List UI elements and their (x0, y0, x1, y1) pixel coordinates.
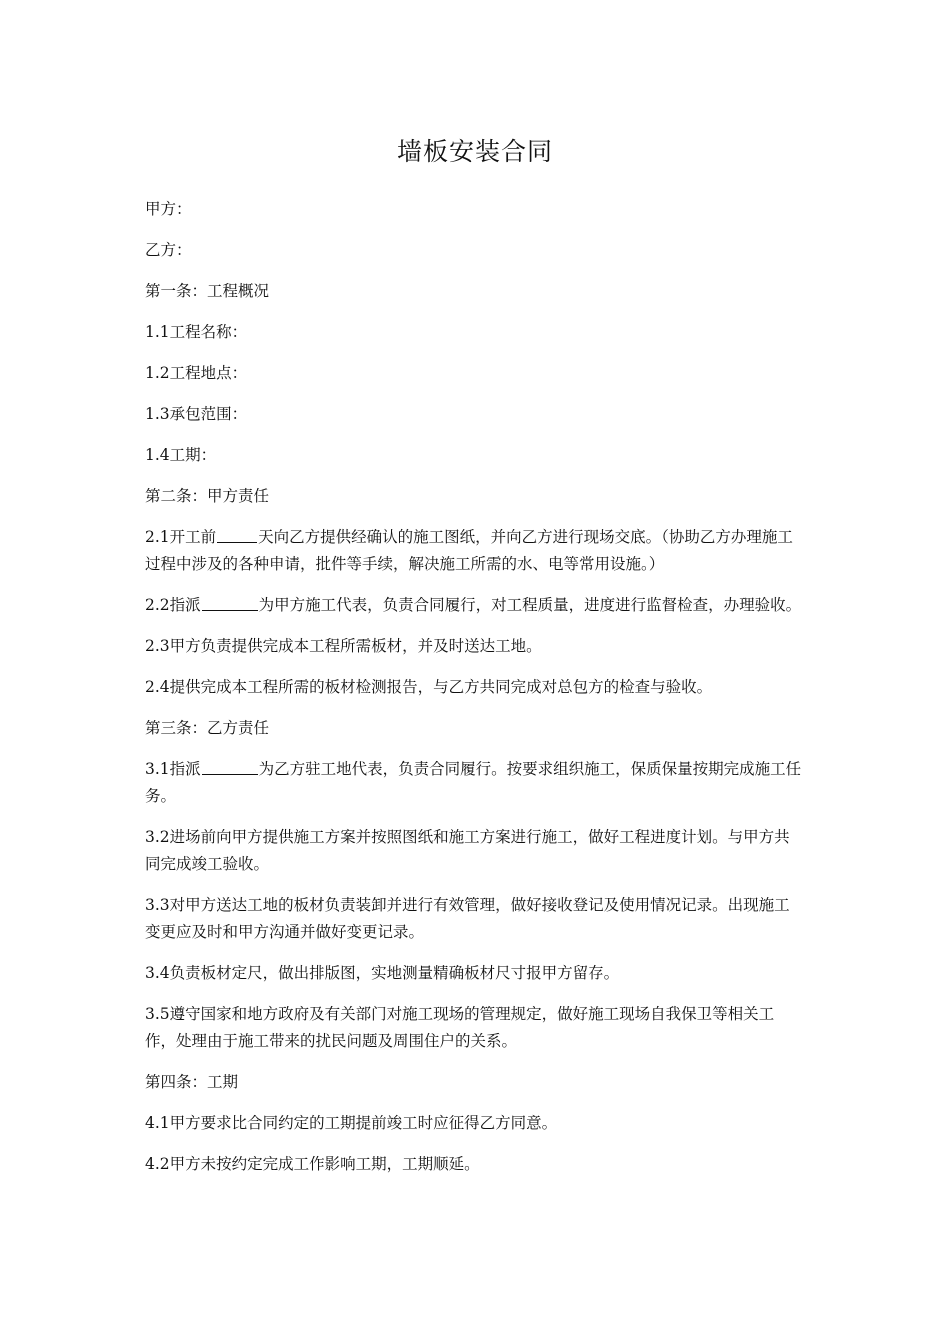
article-2-item-1-post: 天向乙方提供经确认的施工图纸，并向乙方进行现场交底。（协助乙方办理施工过程中涉及的各种申请，批件等手续，解决施工所需的水、电等常用设施。） (145, 528, 793, 573)
article-2-item-2 (145, 592, 805, 619)
document-title: 墙板安装合同 (396, 137, 553, 166)
article-3-item-1-pre: 3.1指派 (145, 760, 201, 778)
article-1-item-4: 1.4工期： (145, 446, 217, 464)
article-3-item-1 (145, 756, 805, 810)
article-2-item-3: 2.3甲方负责提供完成本工程所需板材，并及时送达工地。 (145, 637, 542, 655)
article-2-item-2-pre: 2.2指派 (145, 596, 201, 614)
article-3-item-4: 3.4负责板材定尺，做出排版图，实地测量精确板材尺寸报甲方留存。 (145, 964, 620, 982)
article-2-heading: 第二条：甲方责任 (145, 487, 270, 505)
article-1-item-3: 1.3承包范围： (145, 405, 248, 423)
article-3-heading: 第三条：乙方责任 (145, 719, 270, 737)
article-2-item-4: 2.4提供完成本工程所需的板材检测报告，与乙方共同完成对总包方的检查与验收。 (145, 678, 713, 696)
article-2-item-1-pre: 2.1开工前 (145, 528, 217, 546)
fill-in-blank-party-b-rep (202, 759, 258, 775)
article-3-item-3: 3.3对甲方送达工地的板材负责装卸并进行有效管理，做好接收登记及使用情况记录。出现施工变更应及时和甲方沟通并做好变更记录。 (145, 896, 790, 941)
article-3-item-5: 3.5遵守国家和地方政府及有关部门对施工现场的管理规定，做好施工现场自我保卫等相关工作，处理由于施工带来的扰民问题及周围住户的关系。 (145, 1005, 775, 1050)
article-3-item-2: 3.2进场前向甲方提供施工方案并按照图纸和施工方案进行施工，做好工程进度计划。与甲方共同完成竣工验收。 (145, 828, 790, 873)
article-4-heading: 第四条：工期 (145, 1073, 239, 1091)
document-body (145, 196, 805, 1192)
party-b-line: 乙方： (145, 241, 192, 259)
party-a-line: 甲方： (145, 200, 192, 218)
article-2-item-2-post: 为甲方施工代表，负责合同履行，对工程质量，进度进行监督检查，办理验收。 (258, 596, 802, 614)
article-3-item-1-post: 为乙方驻工地代表，负责合同履行。按要求组织施工，保质保量按期完成施工任务。 (145, 760, 802, 805)
fill-in-blank-days (217, 527, 257, 543)
fill-in-blank-party-a-rep (202, 595, 258, 611)
article-1-item-1: 1.1工程名称： (145, 323, 248, 341)
article-2-item-1 (145, 524, 805, 578)
article-1-item-2: 1.2工程地点： (145, 364, 248, 382)
article-4-item-1: 4.1甲方要求比合同约定的工期提前竣工时应征得乙方同意。 (145, 1114, 558, 1132)
article-4-item-2: 4.2甲方未按约定完成工作影响工期，工期顺延。 (145, 1155, 480, 1173)
article-1-heading: 第一条：工程概况 (145, 282, 270, 300)
